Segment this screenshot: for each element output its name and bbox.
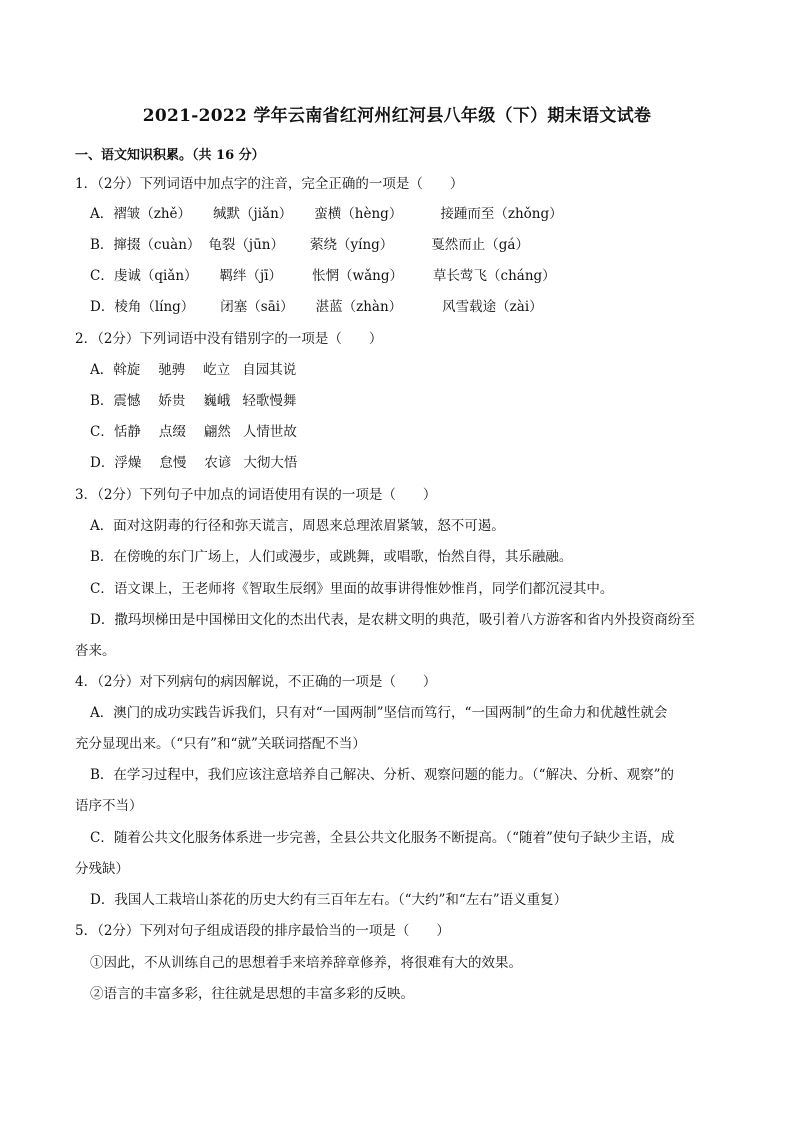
question-4-option-c-cont: 分残缺） bbox=[75, 861, 129, 877]
question-4-stem: 4．（2分）对下列病句的病因解说，不正确的一项是（ ） bbox=[75, 674, 437, 690]
question-1-option-a: A．褶皱（zhě） 缄默（jiǎn） 蛮横（hèng） 接踵而至（zhǒng） bbox=[90, 206, 563, 222]
question-2-option-a: A．斡旋 驰骋 屹立 自园其说 bbox=[90, 362, 297, 378]
section-heading: 一、语文知识积累。（共 16 分） bbox=[75, 148, 265, 163]
question-1-option-c: C．虔诚（qiǎn） 羁绊（jī） 怅惘（wǎng） 草长莺飞（cháng） bbox=[90, 268, 556, 284]
question-3-option-b: B．在傍晚的东门广场上，人们或漫步，或跳舞，或唱歌，怡然自得，其乐融融。 bbox=[90, 549, 573, 565]
question-3-option-d-cont: 沓来。 bbox=[75, 643, 116, 659]
question-5-sentence-1: ①因此，不从训练自己的思想着手来培养辞章修养，将很难有大的效果。 bbox=[90, 955, 522, 971]
question-1-option-d: D．棱角（líng） 闭塞（sāi） 湛蓝（zhàn） 风雪载途（zài） bbox=[90, 299, 543, 315]
question-2-option-c: C．恬静 点缀 翩然 人情世故 bbox=[90, 424, 297, 440]
question-3-option-d: D．撒玛坝梯田是中国梯田文化的杰出代表，是农耕文明的典范，吸引着八方游客和省内外投资商纷至 bbox=[90, 612, 695, 628]
question-3-option-c: C．语文课上，王老师将《智取生辰纲》里面的故事讲得惟妙惟肖，同学们都沉浸其中。 bbox=[90, 581, 614, 597]
question-4-option-b: B．在学习过程中，我们应该注意培养自己解决、分析、观察问题的能力。（“解决、分析、观察”的 bbox=[90, 767, 674, 783]
question-4-option-c: C．随着公共文化服务体系进一步完善，全县公共文化服务不断提高。（“随着”使句子缺少主语，成 bbox=[90, 830, 675, 846]
question-4-option-b-cont: 语序不当） bbox=[75, 798, 143, 814]
question-5-sentence-2: ②语言的丰富多彩，往往就是思想的丰富多彩的反映。 bbox=[90, 986, 414, 1002]
question-5-stem: 5．（2分）下列对句子组成语段的排序最恰当的一项是（ ） bbox=[75, 923, 450, 939]
question-1-option-b: B．撺掇（cuàn） 龟裂（jūn） 萦绕（yíng） 戛然而止（gá） bbox=[90, 237, 529, 253]
question-3-stem: 3．（2分）下列句子中加点的词语使用有误的一项是（ ） bbox=[75, 487, 437, 503]
question-2-option-d: D．浮燥 怠慢 农谚 大彻大悟 bbox=[90, 455, 298, 471]
question-4-option-d: D．我国人工栽培山茶花的历史大约有三百年左右。（“大约”和“左右”语义重复） bbox=[90, 892, 568, 908]
question-2-stem: 2．（2分）下列词语中没有错别字的一项是（ ） bbox=[75, 331, 383, 347]
question-4-option-a-cont: 充分显现出来。（“只有”和“就”关联词搭配不当） bbox=[75, 736, 366, 752]
question-3-option-a: A．面对这阴毒的行径和弥天谎言，周恩来总理浓眉紧皱，怒不可遏。 bbox=[90, 518, 505, 534]
page-title: 2021-2022 学年云南省红河州红河县八年级（下）期末语文试卷 bbox=[142, 106, 652, 126]
question-1-stem: 1．（2分）下列词语中加点字的注音，完全正确的一项是（ ） bbox=[75, 176, 464, 192]
question-2-option-b: B．震憾 娇贵 巍峨 轻歌慢舞 bbox=[90, 393, 297, 409]
question-4-option-a: A．澳门的成功实践告诉我们，只有对“一国两制”坚信而笃行，“一国两制”的生命力和优越性就会 bbox=[90, 705, 668, 721]
